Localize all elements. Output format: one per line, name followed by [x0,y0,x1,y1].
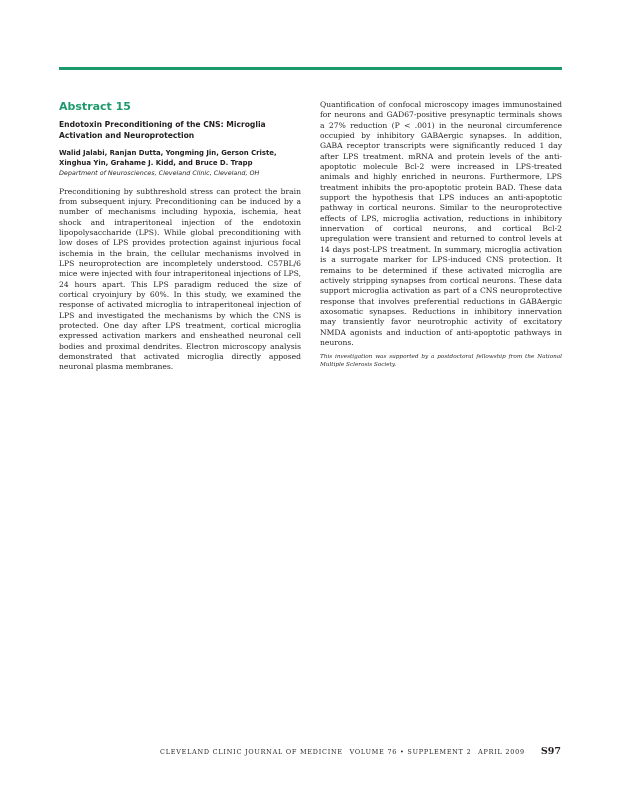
author-list: Walid Jalabi, Ranjan Dutta, Yongming Jin, Gerson Criste, Xinghua Yin, Grahame J. Kidd, and Bruce D. Trapp [59,149,277,167]
footer-date: APRIL 2009 [478,748,525,756]
affiliation: Department of Neurosciences, Cleveland Clinic, Cleveland, OH [59,168,260,177]
footer-journal: CLEVELAND CLINIC JOURNAL OF MEDICINE [160,748,343,756]
acknowledgment: This investigation was supported by a postdoctoral fellowship from the National Multiple Sclerosis Society. [320,354,562,369]
body-paragraph-left: Preconditioning by subthreshold stress can protect the brain from subsequent injury. Preconditioning can be induced by a number of mechanisms including hypoxia, ischemia, heat shock and intraperitoneal injection of the endotoxin lipopolysaccharide (LPS). While global preconditioning with low doses of LPS provides protection against injurious focal ischemia in the brain, the cellular mechanisms involved in LPS neuroprotection are incompletely understood. C57BL/6 mice were injected with four intraperitoneal injections of LPS, 24 hours apart. This LPS paradigm reduced the size of cortical cryoinjury by 60%. In this study, we examined the response of activated microglia to intraperitoneal injection of LPS and investigated the mechanisms by which the CNS is protected. One day after LPS treatment, cortical microglia expressed activation markers and ensheathed neuronal cell bodies and proximal dendrites. Electron microscopy analysis demonstrated that activated microglia directly apposed neuronal plasma membranes. [59,186,301,372]
footer-volume: VOLUME 76 • SUPPLEMENT 2 [349,748,472,756]
top-rule [59,67,562,70]
abstract-label: Abstract 15 [59,100,131,113]
footer-date-page [478,746,561,757]
abstract-title: Endotoxin Preconditioning of the CNS: Microglia Activation and Neuroprotection [59,120,266,140]
left-column [59,100,301,373]
right-column [320,100,562,369]
page-footer [160,746,561,757]
body-paragraph-right: Quantification of confocal microscopy images immunostained for neurons and GAD67-positive presynaptic terminals shows a 27% reduction (P < .001) in the neuronal circumference occupied by inhibitory GABAergic synapses. In addition, GABA receptor transcripts were significantly reduced 1 day after LPS treatment. mRNA and protein levels of the anti-apoptotic molecule Bcl-2 were increased in LPS-treated animals and highly enriched in neurons. Furthermore, LPS treatment inhibits the pro-apoptotic protein BAD. These data support the hypothesis that LPS induces an anti-apoptotic pathway in cortical neurons. Similar to the neuroprotective effects of LPS, microglia activation, reductions in inhibitory innervation of cortical neurons, and cortical Bcl-2 upregulation were transient and returned to control levels at 14 days post-LPS treatment. In summary, microglia activation is a surrogate marker for LPS-induced CNS protection. It remains to be determined if these activated microglia are actively stripping synapses from cortical neurons. These data support microglia activation as part of a CNS neuroprotective response that involves preferential reductions in GABAergic axosomatic synapses. Reductions in inhibitory innervation may transiently favor neurotrophic activity of excitatory NMDA agonists and induction of anti-apoptotic pathways in neurons. [320,100,562,347]
page-number: S97 [540,746,561,757]
